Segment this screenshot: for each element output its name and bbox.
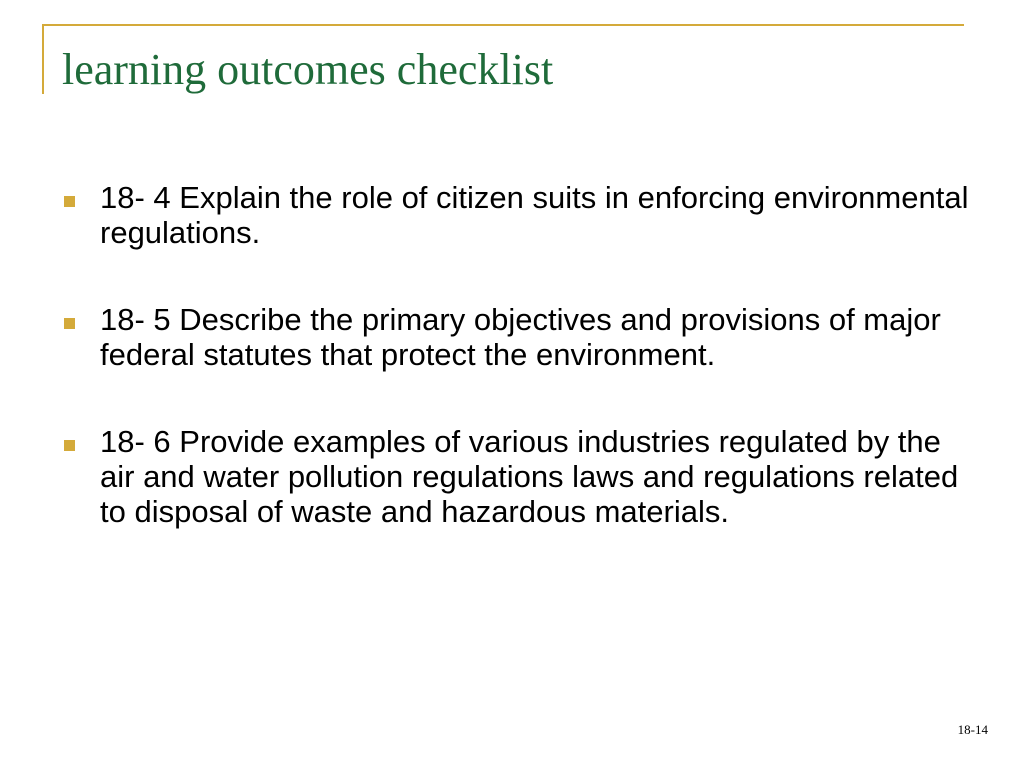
slide-number: 18-14 [957, 722, 988, 737]
square-bullet-icon [64, 196, 75, 207]
square-bullet-icon [64, 440, 75, 451]
objective-text: 18- 5 Describe the primary objectives and provisions of major federal statutes that protect the environment. [100, 302, 941, 372]
objective-item [62, 180, 972, 250]
objective-item [62, 424, 972, 529]
objectives-list [62, 180, 972, 581]
slide-title: learning outcomes checklist [62, 45, 554, 94]
title-frame-top-line [42, 24, 964, 26]
objective-text: 18- 6 Provide examples of various industries regulated by the air and water pollution regulations laws and regulations related to disposal of waste and hazardous materials. [100, 424, 959, 529]
objective-text: 18- 4 Explain the role of citizen suits in enforcing environmental regulations. [100, 180, 969, 250]
square-bullet-icon [64, 318, 75, 329]
objective-item [62, 302, 972, 372]
title-frame-left-line [42, 24, 44, 94]
